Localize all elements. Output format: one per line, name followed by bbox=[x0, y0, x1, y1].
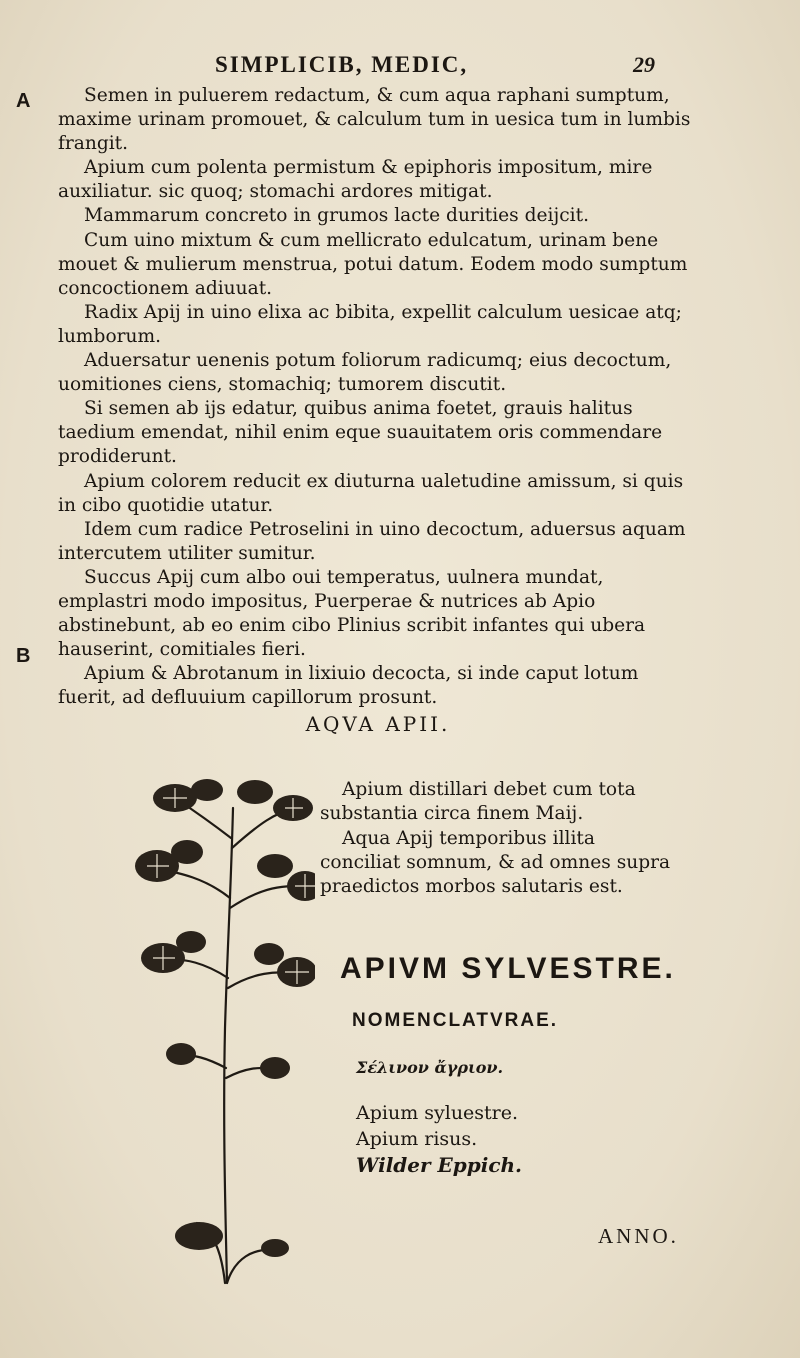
catchword: ANNO. bbox=[598, 1224, 679, 1248]
paragraph: Succus Apij cum albo oui temperatus, uulnera mundat, emplastri modo impositus, Puerperae & nutrices ab Apio abstinebunt, ab eo enim cibo Plinius scribit infantes qui ubera hauserint, comitiales fieri. bbox=[58, 566, 646, 661]
paragraph: Apium & Abrotanum in lixiuio decocta, si inde caput lotum fuerit, ad defluuium capillorum prosunt. bbox=[58, 663, 639, 709]
paragraph: Apium colorem reducit ex diuturna ualetudine amissum, si quis in cibo quotidie utatur. bbox=[58, 470, 684, 516]
greek-name: Σέλινον ἄγριον. bbox=[356, 1058, 504, 1077]
margin-letter-a: A bbox=[16, 90, 31, 112]
folio-number: 29 bbox=[633, 52, 655, 77]
paragraph: Aduersatur uenenis potum foliorum radicumq; eius decoctum, uomitiones ciens, stomachiq; tumorem discutit. bbox=[58, 350, 672, 396]
wild-celery-woodcut-illustration bbox=[135, 778, 315, 1298]
name-list bbox=[356, 1100, 522, 1178]
paragraph: Semen in puluerem redactum, & cum aqua raphani sumptum, maxime urinam promouet, & calculum tum in uesica tum in lumbis frangit. bbox=[58, 85, 691, 155]
aqua-heading: AQVA APII. bbox=[305, 712, 451, 737]
paragraph: Aqua Apij temporibus illita conciliat somnum, & ad omnes supra praedictos morbos salutaris est. bbox=[320, 827, 671, 898]
running-title: SIMPLICIB, MEDIC, bbox=[215, 52, 469, 77]
latin-name: Apium risus. bbox=[356, 1128, 478, 1150]
section-title: APIVM SYLVESTRE. bbox=[340, 952, 676, 985]
page-header bbox=[215, 52, 655, 78]
paragraph: Cum uino mixtum & cum mellicrato edulcatum, urinam bene mouet & mulierum menstrua, potui datum. Eodem modo sumptum concoctionem adiuuat. bbox=[58, 229, 688, 299]
margin-letter-b: B bbox=[16, 645, 31, 667]
nomenclature-heading: NOMENCLATVRAE. bbox=[352, 1010, 559, 1031]
aqua-text bbox=[320, 778, 680, 899]
paragraph: Apium distillari debet cum tota substantia circa finem Maij. bbox=[320, 779, 636, 825]
paragraph: Mammarum concreto in grumos lacte durities deijcit. bbox=[84, 205, 590, 227]
latin-name: Apium syluestre. bbox=[356, 1102, 519, 1124]
main-text bbox=[58, 84, 698, 737]
german-name: Wilder Eppich. bbox=[356, 1153, 523, 1177]
paragraph: Si semen ab ijs edatur, quibus anima foetet, grauis halitus taedium emendat, nihil enim eque suauitatem oris commendare prodiderunt. bbox=[58, 398, 663, 468]
paragraph: Apium cum polenta permistum & epiphoris impositum, mire auxiliatur. sic quoq; stomachi ardores mitigat. bbox=[58, 157, 653, 203]
paragraph: Idem cum radice Petroselini in uino decoctum, aduersus aquam intercutem utiliter sumitur. bbox=[58, 518, 686, 564]
paragraph: Radix Apij in uino elixa ac bibita, expellit calculum uesicae atq; lumborum. bbox=[58, 301, 682, 347]
